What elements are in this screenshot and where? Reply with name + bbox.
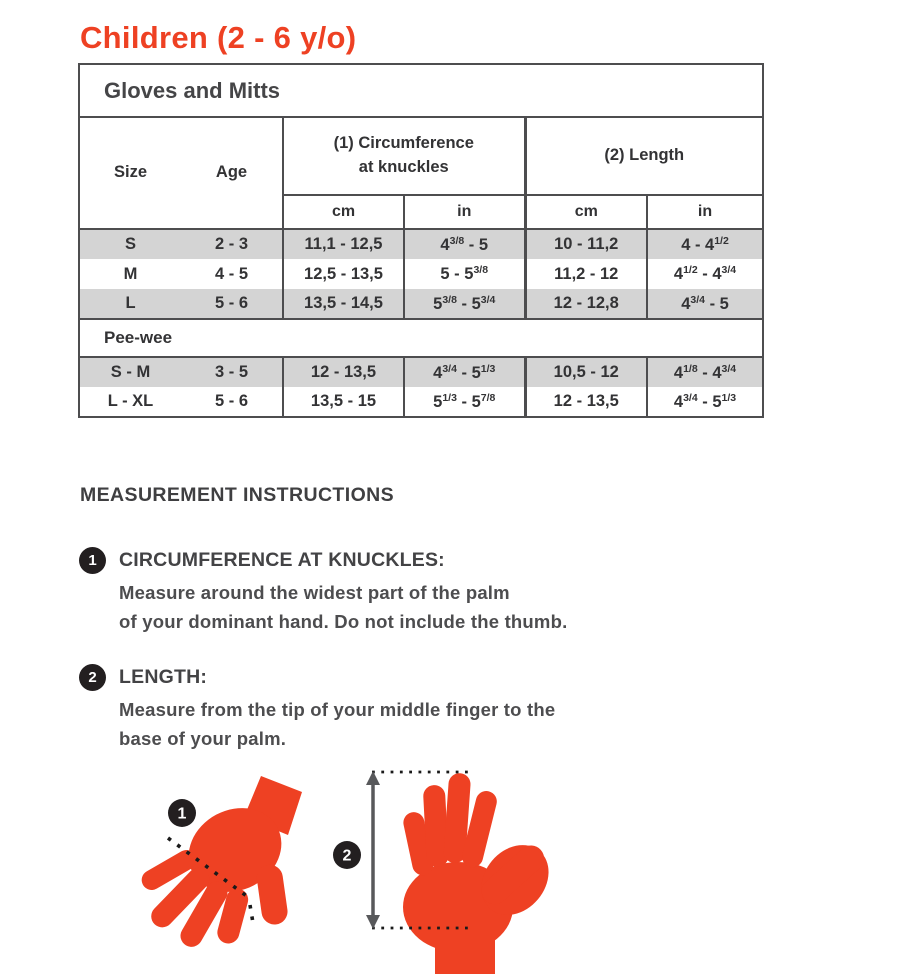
table-cell-circ_in: $5^{3/8} - 5^{3/4}$	[404, 289, 525, 319]
column-header-size: Size	[79, 117, 181, 229]
table-row	[79, 357, 763, 387]
instruction-circumference	[79, 547, 567, 636]
instruction-2-body-line2: base of your palm.	[119, 728, 287, 749]
gloves-size-table	[78, 63, 764, 418]
instruction-2-title: LENGTH:	[119, 666, 208, 688]
table-title: Gloves and Mitts	[79, 64, 763, 117]
table-cell-len_cm: 10 - 11,2	[525, 229, 647, 259]
instruction-1-body-line1: Measure around the widest part of the palm	[119, 582, 510, 603]
table-row	[79, 289, 763, 319]
arrow-head-up-icon	[366, 771, 380, 785]
table-cell-age: 2 - 3	[181, 229, 283, 259]
table-cell-len_in: $4^{1/8} - 4^{3/4}$	[647, 357, 763, 387]
column-header-age: Age	[181, 117, 283, 229]
table-cell-circ_cm: 13,5 - 14,5	[283, 289, 404, 319]
table-cell-size: M	[123, 264, 138, 283]
circumference-header-line1: (1) Circumference	[333, 134, 474, 153]
page-title: Children (2 - 6 y/o)	[80, 20, 357, 55]
table-cell-circ_in: $5^{1/3} - 5^{7/8}$	[404, 387, 525, 417]
circumference-header-line2: at knuckles	[358, 158, 449, 176]
tilted-hand-icon	[140, 776, 302, 947]
table-cell-len_cm: 12 - 13,5	[525, 387, 647, 417]
table-group-header-row	[79, 117, 763, 195]
table-cell-len_in: $4^{1/2} - 4^{3/4}$	[647, 259, 763, 289]
table-cell-len_in: $4^{3/4} - 5^{1/3}$	[647, 387, 763, 417]
table-cell-age: 4 - 5	[214, 264, 249, 283]
table-cell-len_cm: 12 - 12,8	[525, 289, 647, 319]
instruction-1-title: CIRCUMFERENCE AT KNUCKLES:	[119, 549, 445, 571]
length-measure-arrow	[366, 771, 380, 929]
instruction-1-badge: 1	[79, 547, 106, 574]
table-cell-age: 5 - 6	[181, 289, 283, 319]
table-row	[79, 259, 763, 289]
unit-header-length-in: in	[647, 195, 763, 229]
wrist-shape	[435, 940, 495, 974]
table-cell-circ_cm: 12,5 - 13,5	[283, 259, 404, 289]
table-title-row	[79, 64, 763, 117]
instructions-heading: MEASUREMENT INSTRUCTIONS	[80, 484, 395, 506]
table-cell-size: S	[79, 229, 181, 259]
knuckles-figure	[140, 775, 310, 947]
instruction-2-body-line1: Measure from the tip of your middle finger to the	[119, 699, 556, 720]
table-cell-age: 3 - 5	[181, 357, 283, 387]
length-figure	[330, 755, 560, 974]
unit-header-circumference-cm: cm	[283, 195, 404, 229]
unit-header-circumference-in: in	[404, 195, 525, 229]
table-cell-circ_cm: 11,1 - 12,5	[283, 229, 404, 259]
figure-2-badge-number: 2	[342, 847, 352, 865]
upright-hand-icon	[401, 772, 560, 974]
instruction-1-body-line2: of your dominant hand. Do not include the thumb.	[119, 611, 568, 632]
thumb	[255, 863, 289, 926]
section-label: Pee-wee	[79, 319, 763, 357]
table-row	[79, 387, 763, 417]
table-row	[79, 229, 763, 259]
table-body	[79, 229, 763, 417]
table-cell-age: 5 - 6	[214, 392, 249, 410]
table-cell-len_cm: 11,2 - 12	[525, 259, 647, 289]
table-cell-size: L	[79, 289, 181, 319]
table-cell-circ_in: $4^{3/8} - 5$	[404, 229, 525, 259]
table-cell-len_cm: 10,5 - 12	[525, 357, 647, 387]
table-section-row	[79, 319, 763, 357]
table-cell-size: L - XL	[107, 392, 154, 410]
table-cell-len_in: $4 - 4^{1/2}$	[647, 229, 763, 259]
instruction-length	[79, 664, 555, 753]
table-cell-circ_in: $4^{3/4} - 5^{1/3}$	[404, 357, 525, 387]
figure-1-badge-number: 1	[177, 805, 187, 823]
unit-header-length-cm: cm	[525, 195, 647, 229]
table-cell-circ_cm: 12 - 13,5	[283, 357, 404, 387]
arrow-head-down-icon	[366, 915, 380, 929]
table-cell-len_in: $4^{3/4} - 5$	[647, 289, 763, 319]
column-header-length: (2) Length	[525, 117, 763, 195]
knuckle-measure-dotted-line-tail	[250, 905, 253, 923]
table-cell-circ_in: $5 - 5^{3/8}$	[404, 259, 525, 289]
table-cell-size: S - M	[79, 357, 181, 387]
column-header-circumference	[283, 117, 525, 195]
instruction-2-badge: 2	[79, 664, 106, 691]
table-cell-circ_cm: 13,5 - 15	[283, 387, 404, 417]
